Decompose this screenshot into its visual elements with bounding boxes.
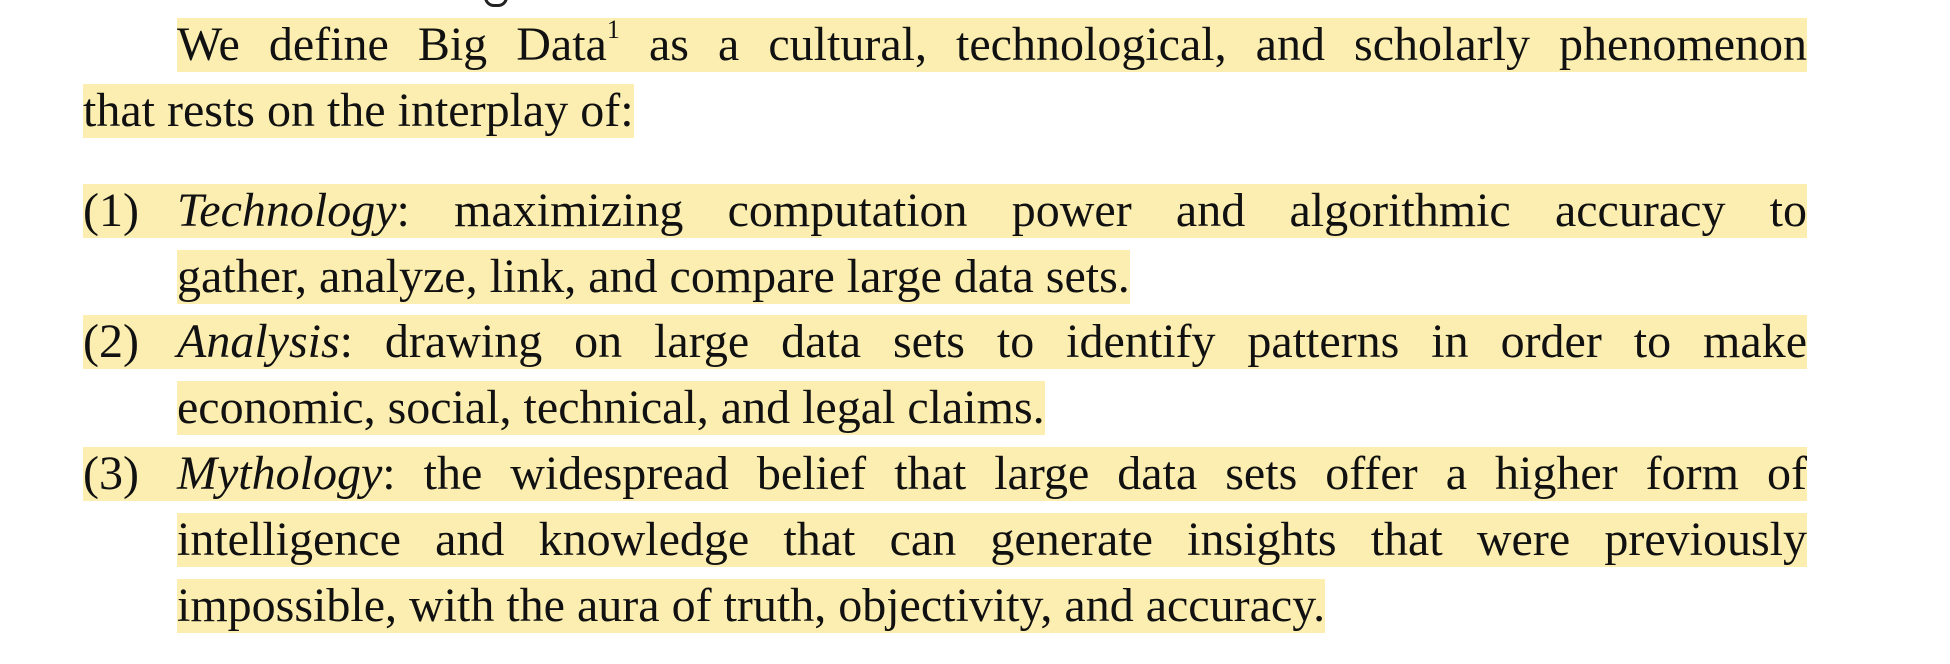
intro-text-start: We define Big Data — [177, 18, 607, 71]
item-1-line-1 — [177, 184, 1807, 238]
item-2-line-1 — [177, 315, 1807, 369]
item-2-term: Analysis — [177, 315, 340, 368]
footnote-marker[interactable]: 1 — [606, 15, 620, 44]
intro-text-end: as a cultural, technological, and scholarly phenomenon — [619, 18, 1808, 71]
clipped-heading-descender — [484, 0, 508, 7]
item-number-1: (1) — [83, 184, 181, 238]
item-1-line-2: gather, analyze, link, and compare large data sets. — [177, 250, 1130, 303]
item-number-2: (2) — [83, 315, 181, 369]
intro-line-1 — [177, 15, 1808, 72]
item-2-line-2: economic, social, technical, and legal claims. — [177, 381, 1045, 434]
item-number-3: (3) — [83, 447, 181, 501]
item-2-text: : drawing on large data sets to identify patterns in order to make — [339, 315, 1807, 368]
item-3-term: Mythology — [177, 447, 383, 500]
item-3-line-2: intelligence and knowledge that can generate insights that were previously — [177, 513, 1807, 566]
intro-line-2: that rests on the interplay of: — [83, 84, 634, 137]
item-1-term: Technology — [177, 184, 397, 237]
item-3-line-3: impossible, with the aura of truth, objectivity, and accuracy. — [177, 579, 1326, 632]
item-3-line-1 — [177, 447, 1807, 501]
item-3-text: : the widespread belief that large data sets offer a higher form of — [382, 447, 1807, 500]
item-1-text: : maximizing computation power and algorithmic accuracy to — [396, 184, 1807, 237]
